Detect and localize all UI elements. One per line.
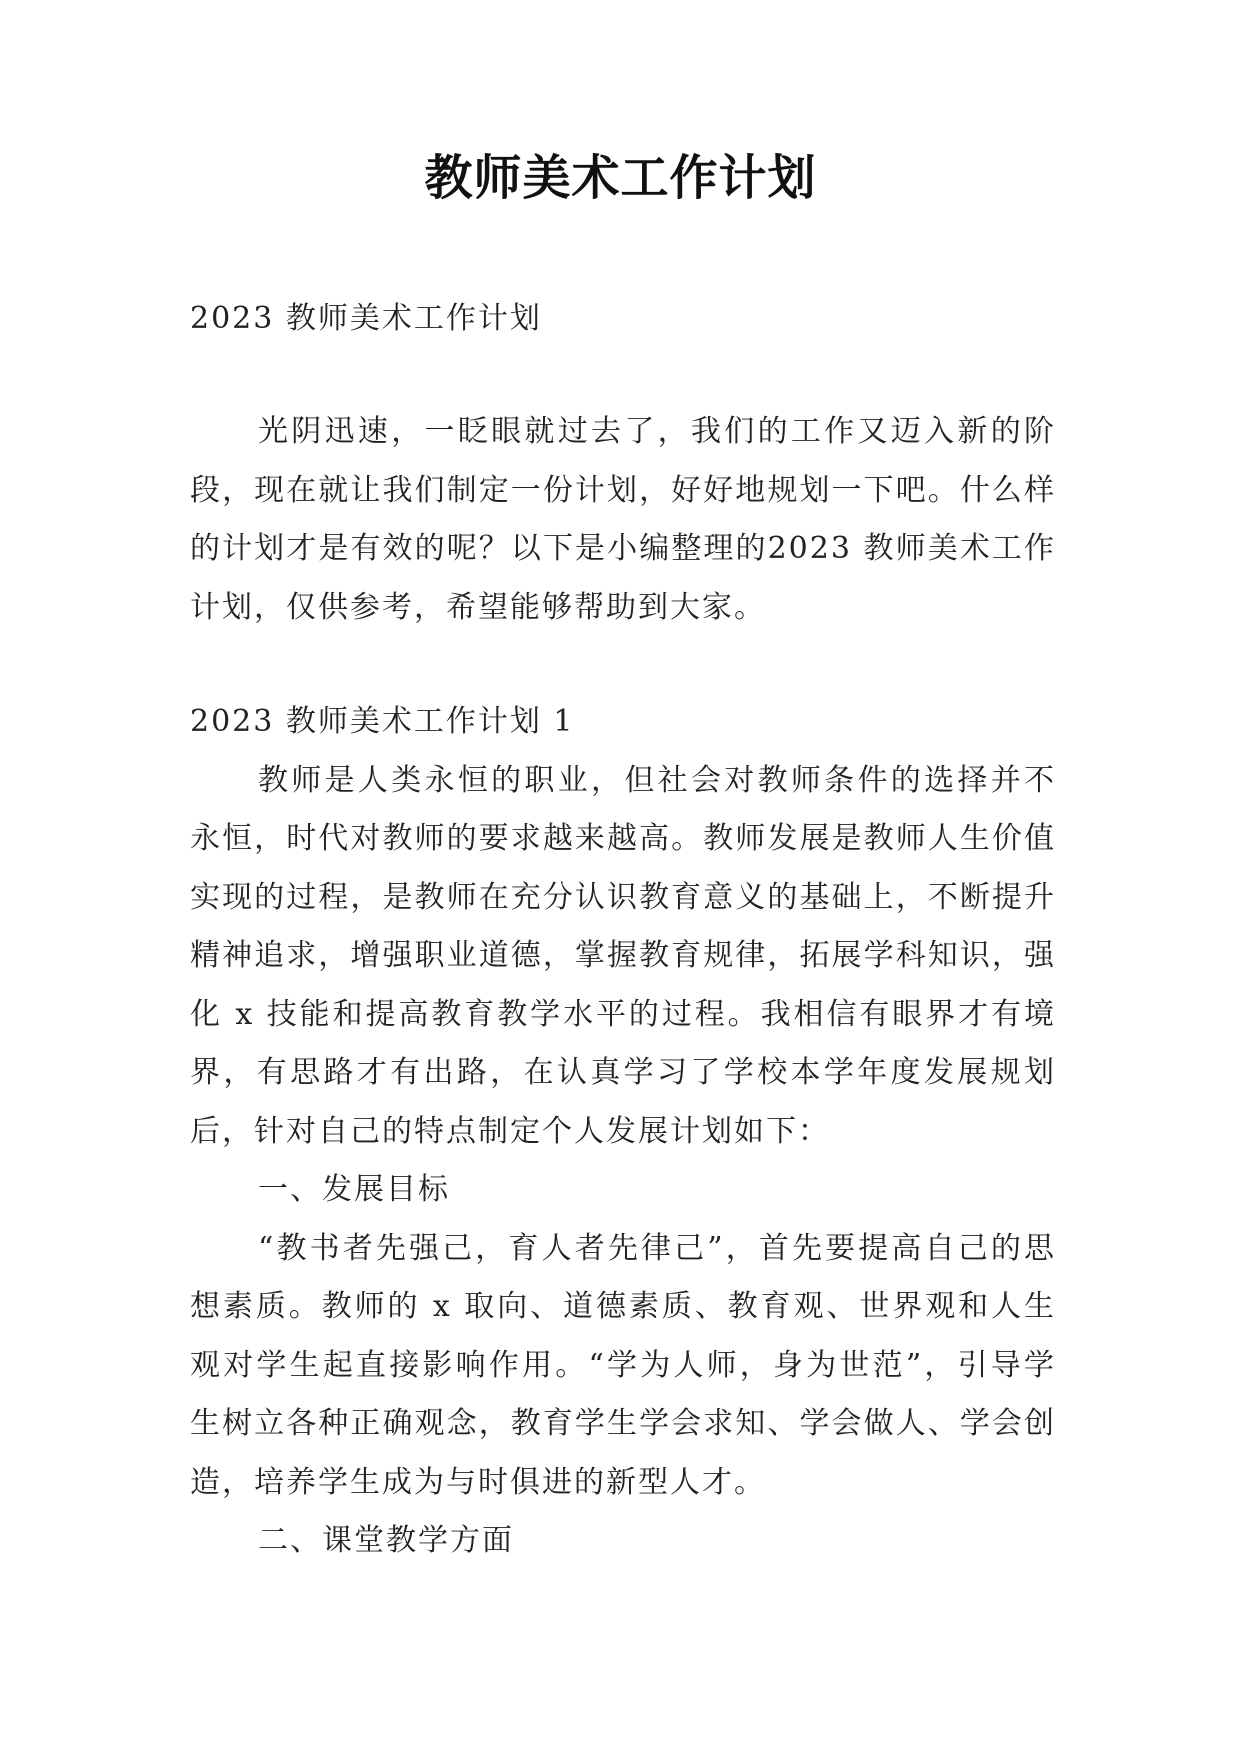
- section-1-heading: 2023 教师美术工作计划 1: [190, 704, 575, 739]
- item-2-heading: 二、课堂教学方面: [258, 1523, 514, 1558]
- section-1-paragraph: 教师是人类永恒的职业，但社会对教师条件的选择并不永恒，时代对教师的要求越来越高。教师发展是教师人生价值实现的过程，是教师在充分认识教育意义的基础上，不断提升精神追求，增强职业道德，掌握教育规律，拓展学科知识，强化 x 技能和提高教育教学水平的过程。我相信有眼界才有境界，有思路才有出路，在认真学习了学校本学年度发展规划后，针对自己的特点制定个人发展计划如下：: [190, 762, 1056, 1149]
- item-1-paragraph: “教书者先强己，育人者先律己”，首先要提高自己的思想素质。教师的 x 取向、道德素质、教育观、世界观和人生观对学生起直接影响作用。“学为人师，身为世范”，引导学生树立各种正确观念，教育学生学会求知、学会做人、学会创造，培养学生成为与时俱进的新型人才。: [190, 1230, 1056, 1500]
- intro-block: [190, 403, 1056, 637]
- subtitle-text: 2023 教师美术工作计划: [190, 301, 542, 336]
- document-subtitle: [190, 290, 1056, 349]
- intro-paragraph: 光阴迅速，一眨眼就过去了，我们的工作又迈入新的阶段，现在就让我们制定一份计划，好好地规划一下吧。什么样的计划才是有效的呢？以下是小编整理的2023 教师美术工作计划，仅供参考，希望能够帮助到大家。: [190, 414, 1056, 625]
- section-1: [190, 693, 1056, 1571]
- item-1-heading: 一、发展目标: [258, 1172, 450, 1207]
- document-title: 教师美术工作计划: [424, 150, 817, 206]
